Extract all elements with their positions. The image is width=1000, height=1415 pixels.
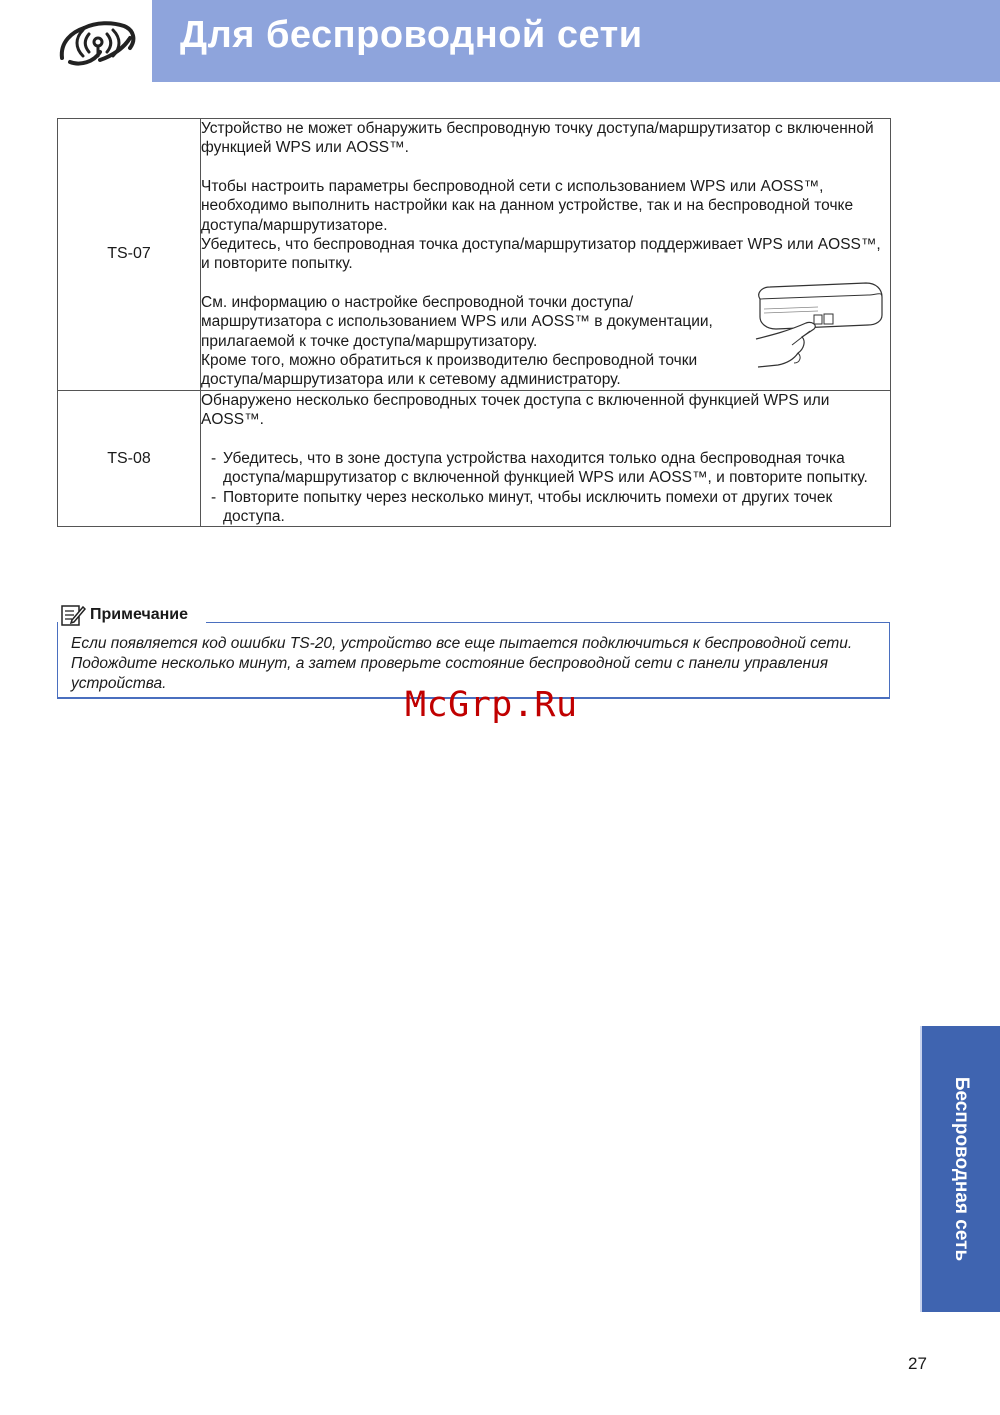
wireless-signal-icon xyxy=(54,12,144,70)
description-paragraph: Чтобы настроить параметры беспроводной сети с использованием WPS или AOSS™, необходимо выполнить настройки как на данном устройстве, так и на беспроводной точке доступа/маршрутизаторе. xyxy=(201,177,854,234)
list-item: - Повторите попытку через несколько минут, чтобы исключить помехи от других точек доступа. xyxy=(211,488,890,527)
description-paragraph: Устройство не может обнаружить беспроводную точку доступа/маршрутизатор с включенной функцией WPS или AOSS™. xyxy=(201,120,874,157)
remedy-list xyxy=(201,449,890,527)
description-paragraph: Кроме того, можно обратиться к производителю беспроводной точки доступа/маршрутизатора или к сетевому администратору. xyxy=(201,352,698,389)
error-description-ts08 xyxy=(201,390,891,526)
section-tab xyxy=(920,1026,1000,1312)
description-paragraph: Обнаружено несколько беспроводных точек доступа с включенной функцией WPS или AOSS™. xyxy=(201,391,830,429)
page-title: Для беспроводной сети xyxy=(180,14,643,56)
description-paragraph: Убедитесь, что беспроводная точка доступа/маршрутизатор поддерживает WPS или AOSS™, и повторите попытку. xyxy=(201,236,881,273)
error-code-ts07: TS-07 xyxy=(58,119,201,391)
error-code-ts08: TS-08 xyxy=(58,390,201,526)
description-paragraph: См. информацию о настройке беспроводной точки доступа/маршрутизатора с использованием WPS или AOSS™ в документации, прилагаемой к точке доступа/маршрутизатору. xyxy=(201,293,713,350)
section-tab-label: Беспроводная сеть xyxy=(951,1076,972,1262)
note-title: Примечание xyxy=(90,606,189,623)
watermark: McGrp.Ru xyxy=(405,685,578,725)
list-item: - Убедитесь, что в зоне доступа устройства находится только одна беспроводная точка доступа/маршрутизатор с включенной функцией WPS или AOSS™, и повторите попытку. xyxy=(211,449,890,488)
error-code-table xyxy=(57,118,891,527)
note-text: Если появляется код ошибки TS-20, устройство все еще пытается подключиться к беспроводной сети. Подождите несколько минут, а затем проверьте состояние беспроводной сети с панели управления устройства. xyxy=(71,635,853,692)
router-button-press-icon xyxy=(748,279,888,379)
table-row xyxy=(58,390,891,526)
page-number: 27 xyxy=(908,1354,927,1373)
error-description-ts07 xyxy=(201,119,891,391)
table-row xyxy=(58,119,891,391)
header-band xyxy=(152,0,1000,82)
